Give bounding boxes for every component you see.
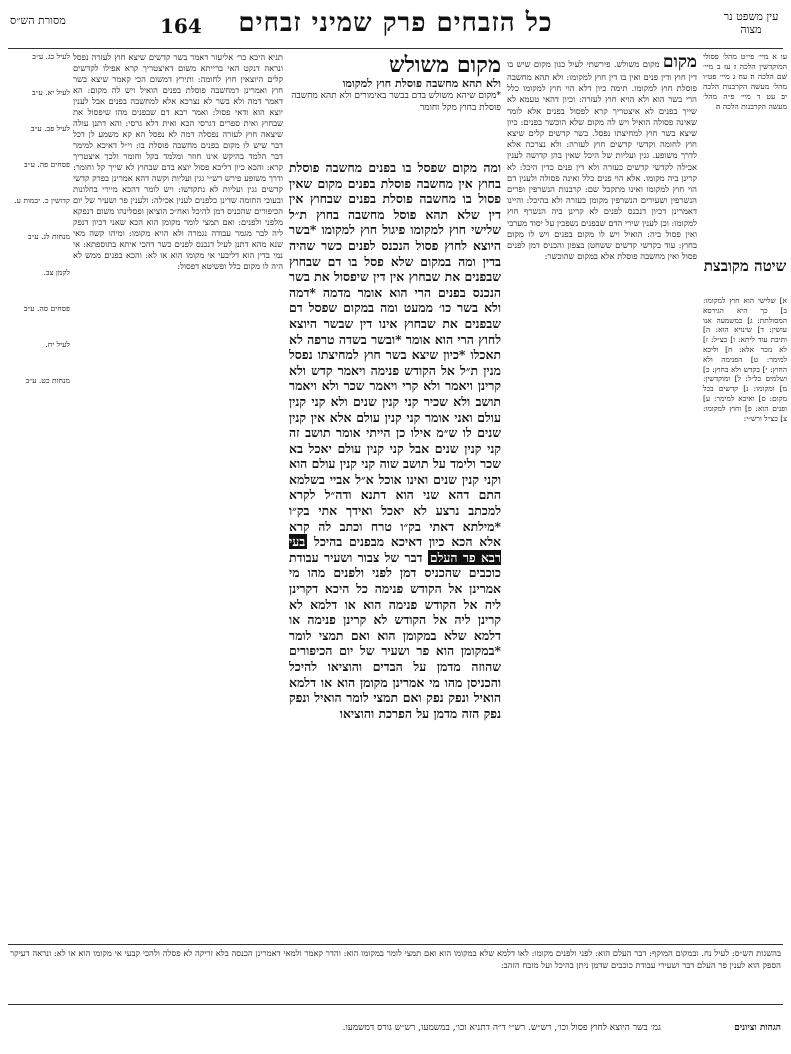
- mesorat-ref: פסחים סה. ע״ב: [23, 304, 70, 313]
- mesorat-ref: לקמן צב.: [43, 268, 70, 277]
- mesorat-ref: מנחות כט. ע״ב: [25, 376, 70, 385]
- mesorat-ref: לעיל פב. ע״ב: [30, 124, 70, 133]
- mesorat-label: מסורת הש״ס: [10, 14, 66, 27]
- mesorat-ref: לעיל יח.: [45, 340, 70, 349]
- gemara-opening-word: מקום משולש: [389, 52, 501, 78]
- mesorat-ref: קדושין כ. יבמות ע.: [14, 196, 70, 205]
- rashi-text: מקום משולש. פירשתי לעיל כגון מקום שיש בו דין חוץ ודין פנים ואין בו דין חוץ למקומו: ולא תהא מחשבה פוסלת חוץ למקומו. תימה כיון דלא הוי חוץ למקומו כלל הרי בשר הוא ולא הויא חוץ לעזרה: וכיון דהאי טעמא לא שייך בפנים לא איצטריך קרא לפסול בפנים אלא לומר שאינה פסולה הואיל ויש לה מקום שלא הוכשר בפנים: כיון שיצא בשר חוץ למחיצתו נפסל. בשר קדשים קלים שיצא חוץ לחומה וקדשי קדשים חוץ לעזרה: ולא נצרכה אלא לדרך משופע. גגין ועליות של היכל שאין בהן קדושה לענין אכילה לקדשי קדשים כעזרה ולא דין פנים כדין היכל: לא קרינן ביה מקומו. אלא הוי פנים כלל ואינה פסולה ולענין דם הוי חוץ למקומו ואינו מתקבל שם: קרבנות הנשרפין ופרים הנשרפין ושעירים הנשרפין מקומן בעזרה ולא בהיכל: והיינו דאמרינן דכיון דנכנס לפנים לא קרינן ביה הנשרף חוץ למקומו: וכן לענין שירי הדם שבפנים נשפכין על יסוד מערבי ואין פסול ביה: הואיל ויש לו מקום בפנים ויש לו מקום בחוץ: עוד בקדשי קדשים ששחטן בצפון והכניס דמן לפנים פסול ואין מחשבה פוסלת אלא במקום שהוכשר:: [507, 59, 697, 262]
- mesorat-ref: לעיל כג. ע״ב: [32, 52, 70, 61]
- shita-heading: שיטה מקובצת: [703, 257, 787, 275]
- ein-mishpat-label: עין משפט נר מצוה: [723, 10, 779, 36]
- mesorat-ref: לעיל יא. ע״ב: [31, 88, 70, 97]
- gemara-opening: [289, 52, 501, 156]
- gemara-opening-text: *מקום שיהא משולש בדם בבשר באימורים ולא תהא מחשבה פוסלת בחוץ מקל וחומר: [291, 91, 501, 113]
- header-divider: [8, 48, 783, 49]
- page-number: 164: [160, 14, 202, 38]
- ein-mishpat-column: [703, 52, 787, 252]
- page-header: [10, 6, 781, 46]
- rashi-column: [507, 52, 697, 944]
- shita-text: א] שלישי הוא חוץ למקומו: ב] כך היא הגירסא המסולתת: ג] כמשמעה אנו עושין: ד] שינויא הוא: ה] ותיבת עוד ליתא: ו] כצ״ל: ז] לא נזכר אלא: ח] וליכא למימר: ט] הפנימה ולא החוץ: י] בקדש ולא בחוץ: כ] ושלמים כל״ל: ל] ומוקדשין: מ] ומקומו: נ] קדשים בכל מקום: ס] ואיכא למימר: ע] ופנים הוא: פ] וחוץ למקומו: צ] כצ״ל ורש״י:: [703, 296, 787, 423]
- page-title: כל הזבחים פרק שמיני זבחים: [238, 8, 553, 38]
- gemara-highlighted-phrase: בעי רבא פר העלם: [289, 534, 501, 565]
- gemara-text: ומה מקום שפסל בו בפנים מחשבה פוסלת בחוץ אין מחשבה פוסלת בפנים מקום שאין פסול בו מחשבה פוסלת בפנים שבחוץ אין דין שלא תהא פוסל מחשבה בחוץ ת״ל שלישי חוץ למקומו פיגול חוץ למקומו *בשר היוצא לחוץ פסול הנכנס לפנים כשר שהיה בדין ומה במקום שלא פסל בו דם שבחוץ שבפנים את שבחוץ אין דין שיפסול את בשר הנכנס בפנים הרי הוא אומר מדמה *דמה ולא בשר כו׳ ממעט ומה במקום שפסל דם שבפנים את שבחוץ אינו דין שבשר היוצא לחוץ הרי הוא אומר *ובשר בשדה טרפה לא תאכלו *כיון שיצא בשר חוץ למחיצתו נפסל מנין ת״ל אל הקודש פנימה ויאמר קדש ולא קרינן ויאמר ולא קרי ויאמר שכר ולא ויאמר תושב ולא שכיר קני קנין שנים ולא קני קנין עולם ואני אומר קני קנין עולם אלא אין קנין שנים לו ש״מ אילו כן הייתי אומר תושב זה קני קנין שנים אבל קני קנין עולם יאכל בא שכר ולימד על תושב שוה קני קנין עולם הוא וקני קנין שנים ואינו אוכל א״ל אביי בשלמא התם דהא שני הוא דתנא ודה״ל לקרא למכתב נרצע לא יאכל ואידך אתי בק״ו *מילתא דאתי בק״ו טרח וכתב לה קרא אלא הכא כיון דאיכא מבפנים בהיכל: [289, 160, 501, 550]
- shita-column: [703, 296, 787, 706]
- ein-mishpat-text: עו א מיי׳ פי״ט מהל׳ פסולי המוקדשין הלכה ז׃ עז ב מיי׳ שם הלכה ה׃ עח ג מיי׳ פט״ו מהל׳ מעשה הקרבנות הלכה יב׃ עט ד מיי׳ פ״ה מהל׳ מעשה הקרבנות הלכה ה׃: [703, 52, 787, 111]
- mesorat-hashas-column: [4, 52, 70, 942]
- tosfot-column: [73, 52, 283, 940]
- footer-label: הגהות וציונים: [734, 1023, 781, 1033]
- gemara-column: [289, 160, 501, 940]
- mesorat-ref: פסחים פה. ע״ב: [24, 160, 70, 169]
- mesorat-ref: מנחות לג. ע״ב: [27, 232, 70, 241]
- gemara-text-continued: דבר של צבור ושעיר עבודת כוכבים שהכניס דמן לפני ולפנים מהו מי אמרינן אל הקודש פנימה כל היכא דקרינן ליה אל הקודש פנימה הוא או דלמא לא קרינן ליה אל הקודש לא קרינן פנימה או דלמא שלא במקומן הוא ואם תמצי לומר *במקומן הוא פר ושעיר של יום הכיפורים שהוזה מדמן על הבדים והוציאו להיכל והכניסן מהו מי אמרינן מקומן הוא או דלמא הואיל ונפק נפק ואם תמצי לומר הואיל ונפק נפק הזה מדמן על הפרכת והוציאו: [289, 549, 501, 721]
- rashi-opening-word: מקום: [662, 52, 697, 72]
- page-footer: [10, 1008, 781, 1033]
- tosfot-text: תניא היכא כר׳ אליעזר דאמר בשר קדשים שיצא חוץ לעזרה נפסל ונראה דנקט האי ברייתא משום דאיצטריך קרא אפילו לקדשים קלים היוצאין חוץ לחומה: ותירץ דמשום הכי קאמר שיצא בשר חוץ ואמרינן דמחשבה פוסלת בפנים הואיל ויש לה מקום: הא דאמר דמה ולא בשר לא נצרכא אלא למחשבה בפנים אבל לענין יוצא הוא ודאי פסול: ואמר רבא דם שבפנים מהו שיפסול את שבחוץ ואית ספרים דגרסי הכא ואית דלא גרסי: והא דתנן עולה שיצאה חוץ לעזרה נפסלה דמה לא נפסל הא קא משמע לן דכל דבר שיש לו מקום בפנים מחשבה פוסלת בו: וי״ל דאיכא למימר דבר הלמד בהיקש אינו חוזר ומלמד בקל וחומר ולכך איצטריך קרא: והכא כיון דליכא פסול יוצא בדם שבחוץ לא שייך קל וחומר: ודרך משופע פירש רש״י גגין ועליות וקשה דהא אמרינן בפרק קדשי קדשים גגין ועליות לא נתקדשו: ויש לומר דהכא מיירי בחלונות ובעובי החומה שדינן כלפנים לענין אכילה: ולענין פר ושעיר של יום הכיפורים שהכניס דמן להיכל ואח״כ הוציאן ופסלינהו משום דנפקא מלפני ולפנים: ואם תמצי לומר מקומן הוא הכא שאני דכיון דנפק ליה לבר מגמר עבודה נגמרה ולא הויא מקומו: ומיהו קשה מאי שנא מהא דתנן לעיל דנכנס לפנים כשר דהכי איתא בתוספתא: אי נמי בדין הוא דליבעי אי מקומו הוא או לא: והכא בפנים ממש לא היה לו מקום כלל ופשיטא דפסול:: [73, 52, 283, 271]
- bottom-divider: [8, 944, 783, 945]
- bottom-notes: בהשגות הש״ס: לעיל נח. ובמקום המוקף: דבר העלם הוא: לפני ולפנים מקומו: לאו דלמא שלא במקומו הוא ואם תמצי לומר במקומו הוא: והדר קאמר ולמאי דאמרינן הכנסה בלא זריקה לא פסלה ולהכי קבעי אי מקומו הוא או לא: ונראה דעיקר הספק הוא לענין פר העלם דבר ושעירי עבודת כוכבים שדמן ניתן בהיכל ועל מזבח הזהב:: [10, 948, 781, 970]
- footer-divider: [8, 1004, 783, 1005]
- footer-gloss: גמ׳ בשר היוצא לחוץ פסול וכו׳, רש״ש. רש״י ד״ה דתניא וכו׳, במשמעו, רש״ש גורס דמשמעו.: [342, 1023, 661, 1033]
- gemara-opening-line: ולא תהא מחשבה פוסלת חוץ למקומו: [342, 77, 501, 90]
